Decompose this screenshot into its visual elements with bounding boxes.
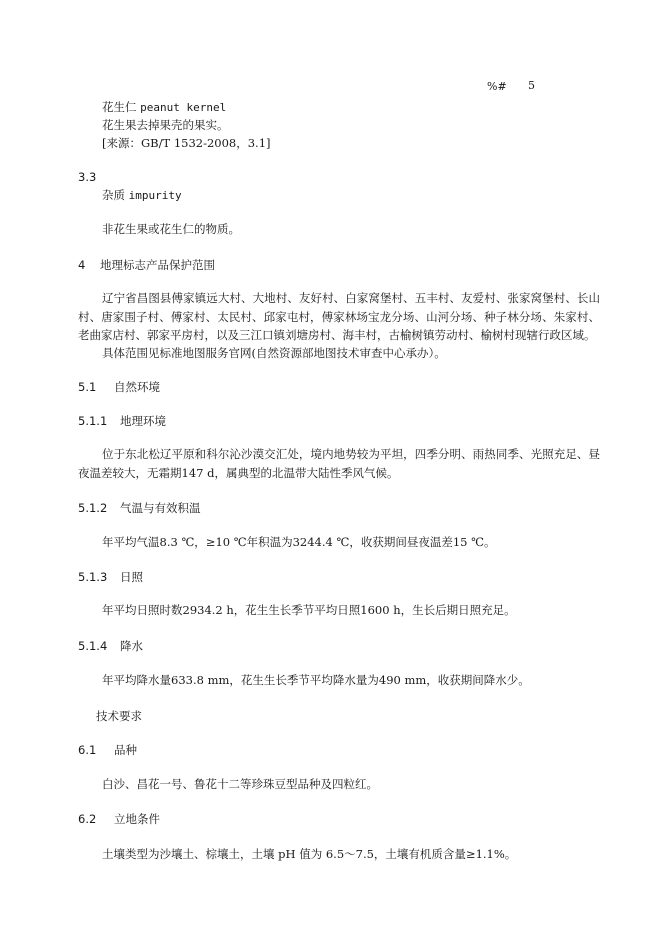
page-number: 5 bbox=[528, 79, 535, 92]
section-title: 地理环境 bbox=[120, 414, 166, 428]
section-5-1-4-text: 年平均降水量633.8 mm，花生生长季节平均降水量为490 mm，收获期间降水少。 bbox=[102, 673, 530, 687]
section-number: 5.1.1 bbox=[78, 414, 108, 428]
term-title-en: impurity bbox=[128, 189, 182, 202]
section-title: 立地条件 bbox=[114, 812, 160, 826]
section-number: 5.1.3 bbox=[78, 570, 108, 584]
section-number: 5.1.2 bbox=[78, 501, 108, 515]
section-title: 自然环境 bbox=[114, 380, 160, 394]
section-6-1-heading bbox=[78, 742, 137, 758]
section-title: 品种 bbox=[114, 743, 137, 757]
term-title-en: peanut kernel bbox=[140, 101, 227, 114]
section-4-heading bbox=[78, 257, 215, 273]
section-number: 5.1.4 bbox=[78, 639, 108, 653]
term-peanut-kernel-title bbox=[102, 98, 226, 117]
term-impurity-title bbox=[102, 186, 182, 205]
section-4-paragraph-1: 辽宁省昌图县傅家镇远大村、大地村、友好村、白家窝堡村、五丰村、友爱村、张家窝堡村、长山村、唐家围子村、傅家村、太民村、邱家屯村，傅家林场宝龙分场、山河分场、种子林分场、朱家村、老曲家店村、郭家平房村，以及三江口镇刘塘房村、海丰村，古榆树镇劳动村、榆树村现辖行政区域。 bbox=[78, 291, 600, 342]
section-title: 降水 bbox=[120, 639, 143, 653]
section-title: 地理标志产品保护范围 bbox=[100, 258, 215, 272]
section-5-1-1-text: 位于东北松辽平原和科尔沁沙漠交汇处，境内地势较为平坦，四季分明、雨热同季、光照充足、昼夜温差较大，无霜期147 d，属典型的北温带大陆性季风气候。 bbox=[78, 447, 600, 480]
section-5-1-4-heading bbox=[78, 638, 143, 654]
term-title-zh: 花生仁 bbox=[102, 100, 137, 114]
section-number: 4 bbox=[78, 258, 86, 272]
header-code: %# bbox=[487, 80, 507, 93]
section-4-paragraph-2: 具体范围见标准地图服务官网(自然资源部地图技术审查中心承办）。 bbox=[102, 346, 446, 360]
section-6-2-text: 土壤类型为沙壤土、棕壤土，土壤 pH 值为 6.5～7.5，土壤有机质含量≥1.1%。 bbox=[102, 847, 517, 861]
section-title: 气温与有效积温 bbox=[120, 501, 201, 515]
section-5-1-2-text: 年平均气温8.3 ℃，≥10 ℃年积温为3244.4 ℃，收获期间昼夜温差15 ℃。 bbox=[102, 535, 496, 549]
section-6-2-heading bbox=[78, 811, 160, 827]
section-number: 6.1 bbox=[78, 743, 97, 757]
term-peanut-kernel-source: [来源：GB/T 1532-2008，3.1] bbox=[102, 136, 271, 150]
term-title-zh: 杂质 bbox=[102, 188, 125, 202]
section-number: 6.2 bbox=[78, 812, 97, 826]
section-6-1-text: 白沙、昌花一号、鲁花十二等珍珠豆型品种及四粒红。 bbox=[102, 777, 378, 791]
term-impurity-definition: 非花生果或花生仁的物质。 bbox=[102, 222, 240, 236]
technical-requirements-heading: 技术要求 bbox=[96, 709, 142, 723]
section-5-1-3-text: 年平均日照时数2934.2 h，花生生长季节平均日照1600 h，生长后期日照充足。 bbox=[102, 603, 516, 617]
term-peanut-kernel-definition: 花生果去掉果壳的果实。 bbox=[102, 118, 229, 132]
section-5-1-heading bbox=[78, 379, 160, 395]
section-5-1-3-heading bbox=[78, 569, 143, 585]
section-title: 日照 bbox=[120, 570, 143, 584]
section-5-1-2-heading bbox=[78, 500, 201, 516]
section-number: 5.1 bbox=[78, 380, 97, 394]
term-impurity-number: 3.3 bbox=[78, 170, 97, 184]
section-5-1-1-heading bbox=[78, 413, 166, 429]
